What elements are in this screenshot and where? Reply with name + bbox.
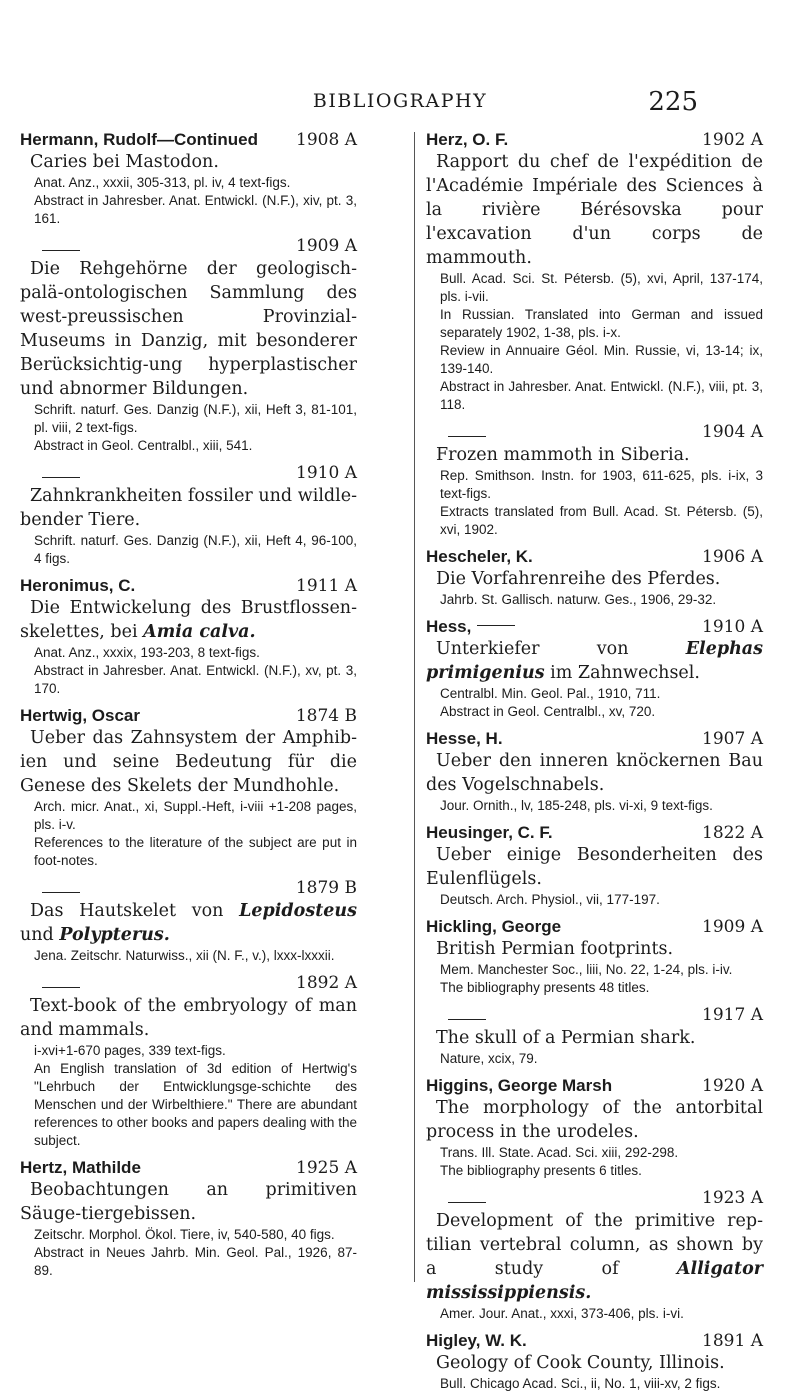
running-head — [100, 87, 700, 120]
entry-year: 1906 A — [702, 547, 763, 567]
entry-author: Hescheler, K. — [426, 547, 533, 566]
ditto-dash — [448, 1202, 486, 1203]
entry-title: Das Hautskelet von Lepidosteus und Polypterus. — [20, 901, 357, 945]
entry-head — [20, 236, 357, 257]
entry-head — [426, 422, 763, 443]
ditto-dash — [42, 892, 80, 893]
entry-head — [426, 823, 763, 843]
bib-entry — [426, 547, 763, 609]
entry-publication: i-xvi+1-670 pages, 339 text-figs. — [34, 1043, 226, 1058]
entry-year: 1874 B — [295, 706, 357, 726]
entry-publication: Jahrb. St. Gallisch. naturw. Ges., 1906, 29-32. — [440, 592, 717, 607]
entry-note: The bibliography presents 6 titles. — [440, 1163, 642, 1178]
entry-publication: Bull. Chicago Acad. Sci., ii, No. 1, viii-xv, 2 figs. — [440, 1376, 721, 1391]
entry-year: 1892 A — [296, 973, 357, 993]
bib-entry — [426, 422, 763, 539]
entry-head — [426, 1188, 763, 1209]
entry-head — [426, 1005, 763, 1026]
ditto-dash — [42, 477, 80, 478]
entry-author: Hickling, George — [426, 917, 562, 936]
entry-year: 1907 A — [702, 729, 763, 749]
bib-entry — [426, 1331, 763, 1393]
entry-title: Die Entwickelung des Brustflossen-skelettes, bei Amia calva. — [20, 598, 357, 642]
entry-head — [426, 729, 763, 749]
ditto-dash — [448, 1019, 486, 1020]
entry-author: Higley, W. K. — [426, 1331, 527, 1350]
bib-entry — [20, 706, 357, 870]
entry-head — [426, 617, 763, 637]
entry-title: Die Rehgehörne der geologisch-palä-ontologischen Sammlung des west-preussischen Provinzial-Museums in Danzig, mit besonderer Berücksichtig-ung hyperplastischer und abnormer Bildungen. — [20, 259, 357, 399]
entry-author: Hertwig, Oscar — [20, 706, 140, 725]
entry-head — [20, 576, 357, 596]
running-head-title: BIBLIOGRAPHY — [312, 90, 488, 112]
entry-publication: Mem. Manchester Soc., liii, No. 22, 1-24, pls. i-iv. — [440, 962, 733, 977]
entry-year: 1891 A — [702, 1331, 763, 1351]
entry-author: Heronimus, C. — [20, 576, 136, 595]
ditto-dash — [42, 987, 80, 988]
bib-entry — [20, 463, 357, 568]
entry-year: 1910 A — [296, 463, 357, 483]
entry-note: Abstract in Geol. Centralbl., xiii, 541. — [34, 438, 253, 453]
entry-author: Hesse, H. — [426, 729, 503, 748]
entry-note: Abstract in Geol. Centralbl., xv, 720. — [440, 704, 656, 719]
bib-entry — [426, 823, 763, 909]
entry-publication: Rep. Smithson. Instn. for 1903, 611-625, pls. i-ix, 3 text-figs. — [440, 468, 763, 501]
entry-year: 1908 A — [296, 130, 357, 150]
bib-entry — [20, 1158, 357, 1280]
entry-note: The bibliography presents 48 titles. — [440, 980, 650, 995]
entry-title: Frozen mammoth in Siberia. — [436, 445, 690, 465]
entry-publication: Centralbl. Min. Geol. Pal., 1910, 711. — [440, 686, 661, 701]
entry-note: Abstract in Jahresber. Anat. Entwickl. (N.F.), viii, pt. 3, 118. — [440, 379, 763, 412]
entry-title: The morphology of the antorbital process in the urodeles. — [426, 1098, 763, 1142]
ditto-dash — [448, 436, 486, 437]
bib-entry — [20, 878, 357, 965]
entry-title: Development of the primitive rep-tilian vertebral column, as shown by a study of Alligator mississippiensis. — [426, 1211, 763, 1303]
entry-author: Hertz, Mathilde — [20, 1158, 141, 1177]
entry-title: Unterkiefer von Elephas primigenius im Zahnwechsel. — [426, 639, 763, 683]
entry-year: 1910 A — [702, 617, 763, 637]
entry-year: 1911 A — [296, 576, 357, 596]
entry-head — [20, 706, 357, 726]
entry-head — [426, 1076, 763, 1096]
entry-title: British Permian footprints. — [436, 939, 674, 959]
entry-author: Heusinger, C. F. — [426, 823, 553, 842]
entry-note: In Russian. Translated into German and issued separately 1902, 1-38, pls. i-x. — [440, 307, 763, 340]
column-divider — [414, 132, 415, 1282]
entry-year: 1923 A — [702, 1188, 763, 1208]
entry-year: 1822 A — [702, 823, 763, 843]
entry-head — [426, 917, 763, 937]
ditto-dash — [477, 625, 515, 626]
entry-head — [20, 973, 357, 994]
entry-year: 1917 A — [702, 1005, 763, 1025]
entry-title: Text-book of the embryology of man and mammals. — [20, 996, 357, 1040]
entry-note: Abstract in Jahresber. Anat. Entwickl. (N.F.), xv, pt. 3, 170. — [34, 663, 357, 696]
bib-entry — [426, 617, 763, 721]
bib-entry — [426, 130, 763, 414]
entry-author: Hermann, Rudolf—Continued — [20, 130, 258, 149]
bib-entry — [20, 130, 357, 228]
entry-year: 1909 A — [296, 236, 357, 256]
entry-publication: Arch. micr. Anat., xi, Suppl.-Heft, i-viii +1-208 pages, pls. i-v. — [34, 799, 357, 832]
entry-publication: Zeitschr. Morphol. Ökol. Tiere, iv, 540-580, 40 figs. — [34, 1227, 335, 1242]
entry-title: Geology of Cook County, Illinois. — [436, 1353, 725, 1373]
entry-title: Ueber das Zahnsystem der Amphib-ien und seine Bedeutung für die Genese des Skelets der Mundhohle. — [20, 728, 357, 796]
bib-entry — [426, 917, 763, 997]
entry-note: Review in Annuaire Géol. Min. Russie, vi, 13-14; ix, 139-140. — [440, 343, 763, 376]
bib-entry — [426, 729, 763, 815]
entry-note: An English translation of 3d edition of Hertwig's "Lehrbuch der Entwicklungsge-schichte des Menschen und der Wirbelthiere." There are abundant references to other books and papers dealing with the subject. — [34, 1061, 357, 1148]
left-column — [20, 130, 357, 1280]
entry-title: Rapport du chef de l'expédition de l'Académie Impériale des Sciences à la rivière Bérésovska pour l'excavation d'un corps de mammouth. — [426, 152, 763, 268]
bib-entry — [426, 1188, 763, 1323]
right-column — [426, 130, 763, 1393]
bib-entry — [20, 576, 357, 698]
entry-title: Ueber einige Besonderheiten des Eulenflügels. — [426, 845, 763, 889]
entry-head — [20, 463, 357, 484]
entry-note: Abstract in Neues Jahrb. Min. Geol. Pal., 1926, 87-89. — [34, 1245, 357, 1278]
entry-publication: Schrift. naturf. Ges. Danzig (N.F.), xii, Heft 3, 81-101, pl. viii, 2 text-figs. — [34, 402, 357, 435]
entry-title: Ueber den inneren knöckernen Bau des Vogelschnabels. — [426, 751, 763, 795]
entry-note: References to the literature of the subject are put in foot-notes. — [34, 835, 357, 868]
page-number: 225 — [648, 87, 698, 117]
entry-publication: Anat. Anz., xxxii, 305-313, pl. iv, 4 text-figs. — [34, 175, 291, 190]
entry-note: Abstract in Jahresber. Anat. Entwickl. (N.F.), xiv, pt. 3, 161. — [34, 193, 357, 226]
bib-entry — [426, 1076, 763, 1180]
entry-publication: Amer. Jour. Anat., xxxi, 373-406, pls. i-vi. — [440, 1306, 684, 1321]
entry-year: 1920 A — [702, 1076, 763, 1096]
entry-publication: Jena. Zeitschr. Naturwiss., xii (N. F., v.), lxxx-lxxxii. — [34, 948, 335, 963]
entry-head — [20, 878, 357, 899]
entry-year: 1902 A — [702, 130, 763, 150]
entry-author: Herz, O. F. — [426, 130, 509, 149]
ditto-dash — [42, 250, 80, 251]
bib-entry — [426, 1005, 763, 1068]
entry-publication: Trans. Ill. State. Acad. Sci. xiii, 292-298. — [440, 1145, 679, 1160]
bib-entry — [20, 236, 357, 455]
entry-head — [426, 1331, 763, 1351]
entry-title: Caries bei Mastodon. — [30, 152, 219, 172]
entry-title: Beobachtungen an primitiven Säuge-tiergebissen. — [20, 1180, 357, 1224]
entry-year: 1904 A — [702, 422, 763, 442]
entry-publication: Jour. Ornith., lv, 185-248, pls. vi-xi, 9 text-figs. — [440, 798, 713, 813]
entry-publication: Nature, xcix, 79. — [440, 1051, 538, 1066]
entry-publication: Schrift. naturf. Ges. Danzig (N.F.), xii, Heft 4, 96-100, 4 figs. — [34, 533, 357, 566]
entry-publication: Bull. Acad. Sci. St. Pétersb. (5), xvi, April, 137-174, pls. i-vii. — [440, 271, 763, 304]
bib-entry — [20, 973, 357, 1150]
entry-title: The skull of a Permian shark. — [436, 1028, 696, 1048]
entry-head — [20, 1158, 357, 1178]
entry-title: Zahnkrankheiten fossiler und wildle-bender Tiere. — [20, 486, 357, 530]
entry-publication: Anat. Anz., xxxix, 193-203, 8 text-figs. — [34, 645, 260, 660]
entry-head — [426, 547, 763, 567]
entry-year: 1909 A — [702, 917, 763, 937]
entry-year: 1925 A — [296, 1158, 357, 1178]
entry-head — [426, 130, 763, 150]
entry-author: Higgins, George Marsh — [426, 1076, 613, 1095]
entry-title: Die Vorfahrenreihe des Pferdes. — [436, 569, 721, 589]
entry-note: Extracts translated from Bull. Acad. St. Pétersb. (5), xvi, 1902. — [440, 504, 763, 537]
entry-author: Hess, — [426, 617, 472, 636]
entry-head — [20, 130, 357, 150]
entry-year: 1879 B — [295, 878, 357, 898]
entry-publication: Deutsch. Arch. Physiol., vii, 177-197. — [440, 892, 660, 907]
